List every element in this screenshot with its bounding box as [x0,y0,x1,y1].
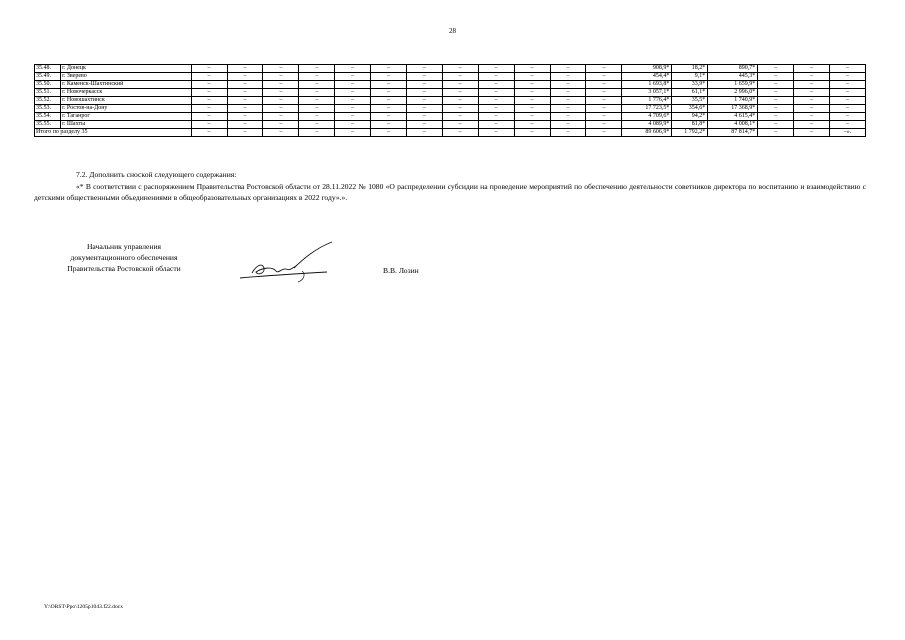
table-cell: – [335,121,371,129]
table-cell: – [586,129,622,137]
table-cell: – [794,105,830,113]
table-cell: – [263,97,299,105]
table-cell: – [335,65,371,73]
table-cell: – [227,121,263,129]
total-row [35,129,866,137]
table-cell: 4 615,4* [708,113,758,121]
row-name: г. Шахты [61,121,192,129]
table-cell: – [478,97,514,105]
table-cell: 81,8* [672,121,708,129]
row-code: 35.54. [35,113,61,121]
table-cell: – [406,89,442,97]
table-cell: 354,6* [672,105,708,113]
table-row [35,121,866,129]
table-cell: – [335,73,371,81]
table-cell: 61,1* [672,89,708,97]
total-label: Итого по разделу 35 [35,129,192,137]
table-cell: – [263,113,299,121]
table-cell: – [191,105,227,113]
table-cell: – [514,129,550,137]
table-cell: – [550,73,586,81]
table-cell: – [794,73,830,81]
table-cell: – [227,89,263,97]
table-cell: – [794,81,830,89]
table-cell: 890,7* [708,65,758,73]
table-cell: – [830,89,866,97]
table-cell: – [794,121,830,129]
table-cell: – [263,81,299,89]
table-cell: – [550,105,586,113]
table-cell: – [371,105,407,113]
table-row [35,105,866,113]
table-cell: – [191,97,227,105]
table-cell: – [758,113,794,121]
table-cell: – [758,97,794,105]
table-cell: – [191,129,227,137]
table-row [35,113,866,121]
table-cell: – [514,121,550,129]
table-cell: – [227,129,263,137]
table-cell: – [830,81,866,89]
note-text: «* В соответствии с распоряжением Правительства Ростовской области от 28.11.2022 № 1080 «О распределении субсидии на проведение мероприятий по обеспечению деятельности советников директора по воспитанию и взаимодействию с детскими общественными объединениями в общеобразовательных организациях в 2022 году».». [34,182,866,202]
note-heading: 7.2. Дополнить сноской следующего содержания: [76,170,237,179]
signer-title-line: документационного обеспечения [70,253,178,262]
table-cell: – [406,81,442,89]
table-cell: –». [830,129,866,137]
table-cell: 1 776,4* [622,97,672,105]
table-cell: – [478,65,514,73]
table-cell: – [586,65,622,73]
table-cell: – [227,105,263,113]
signer-name: В.В. Лозин [383,266,419,275]
table-cell: 35,5* [672,97,708,105]
table-cell: 1 693,8* [622,81,672,89]
table-cell: 18,2* [672,65,708,73]
row-code: 35.50. [35,81,61,89]
table-cell: – [263,73,299,81]
table-cell: – [550,113,586,121]
table-row [35,73,866,81]
table-row [35,81,866,89]
table-cell: – [514,65,550,73]
table-cell: – [514,105,550,113]
table-cell: – [794,89,830,97]
table-cell: – [299,81,335,89]
table-cell: – [406,121,442,129]
page-number: 28 [449,27,456,35]
table-cell: – [442,121,478,129]
table-cell: – [758,89,794,97]
row-code: 35.55. [35,121,61,129]
table-cell: – [586,81,622,89]
table-cell: – [371,113,407,121]
row-code: 35.49. [35,73,61,81]
table-cell: – [794,97,830,105]
table-cell: 3 057,1* [622,89,672,97]
row-name: г. Новошахтинск [61,97,192,105]
table-cell: – [299,121,335,129]
table-cell: – [514,97,550,105]
table-cell: – [514,113,550,121]
table-cell: – [371,65,407,73]
table-cell: – [406,73,442,81]
table-cell: – [406,97,442,105]
table-cell: – [227,81,263,89]
table-cell: – [830,65,866,73]
table-cell: – [758,121,794,129]
table-cell: – [514,89,550,97]
table-cell: – [478,129,514,137]
table-cell: – [227,73,263,81]
table-cell: – [478,105,514,113]
table-body [35,65,866,137]
table-cell: 1 659,9* [708,81,758,89]
table-cell: 2 996,0* [708,89,758,97]
table-cell: – [478,73,514,81]
table-cell: 4 008,1* [708,121,758,129]
row-name: г. Ростов-на-Дону [61,105,192,113]
table-cell: 89 606,9* [622,129,672,137]
row-code: 35.51. [35,89,61,97]
table-cell: – [263,89,299,97]
table-cell: – [299,65,335,73]
table-cell: – [406,129,442,137]
table-cell: – [299,97,335,105]
table-cell: – [335,105,371,113]
table-cell: – [263,129,299,137]
table-cell: – [550,97,586,105]
table-cell: – [794,129,830,137]
table-cell: – [442,97,478,105]
table-cell: – [550,121,586,129]
row-name: г. Новочеркасск [61,89,192,97]
table-cell: – [442,129,478,137]
table-cell: – [794,113,830,121]
table-cell: – [263,105,299,113]
table-cell: – [263,121,299,129]
row-code: 35.48. [35,65,61,73]
table-cell: – [758,129,794,137]
table-cell: 87 814,7* [708,129,758,137]
table-cell: – [586,97,622,105]
table-cell: – [299,129,335,137]
table-cell: – [550,81,586,89]
table-cell: – [335,113,371,121]
table-cell: – [299,73,335,81]
table-cell: – [442,89,478,97]
signer-title [34,241,214,274]
table-cell: – [191,65,227,73]
table-cell: – [514,81,550,89]
table-cell: – [478,81,514,89]
table-cell: 4 709,6* [622,113,672,121]
row-code: 35.52. [35,97,61,105]
table-cell: – [758,81,794,89]
table-cell: 17 723,5* [622,105,672,113]
table-cell: 908,9* [622,65,672,73]
table-cell: – [478,121,514,129]
table-cell: – [371,89,407,97]
table-cell: – [586,105,622,113]
table-cell: – [335,89,371,97]
row-name: г. Таганрог [61,113,192,121]
table-cell: – [442,105,478,113]
table-cell: – [830,105,866,113]
row-name: г. Каменск-Шахтинский [61,81,192,89]
table-cell: – [191,121,227,129]
table-cell: – [550,129,586,137]
handwritten-signature [232,238,342,288]
table-cell: – [299,113,335,121]
table-cell: – [442,65,478,73]
table-cell: – [191,89,227,97]
table-cell: – [406,105,442,113]
table-cell: – [514,73,550,81]
table-cell: – [371,73,407,81]
row-name: г. Зверево [61,73,192,81]
row-name: г. Донецк [61,65,192,73]
table-cell: – [227,113,263,121]
table-row [35,97,866,105]
table-cell: – [371,97,407,105]
table-cell: – [442,113,478,121]
table-cell: – [191,73,227,81]
table-cell: – [263,65,299,73]
table-cell: – [299,105,335,113]
table-cell: – [830,73,866,81]
table-cell: – [478,89,514,97]
table-cell: – [442,73,478,81]
table-cell: – [586,89,622,97]
table-cell: – [442,81,478,89]
table-cell: – [758,73,794,81]
signer-title-line: Начальник управления [86,242,162,251]
table-row [35,89,866,97]
table-cell: – [830,121,866,129]
table-cell: 454,4* [622,73,672,81]
table-cell: – [406,65,442,73]
row-code: 35.53. [35,105,61,113]
table-cell: – [335,129,371,137]
table-cell: – [191,81,227,89]
table-cell: – [299,89,335,97]
table-cell: – [335,97,371,105]
table-row [35,65,866,73]
table-cell: – [227,97,263,105]
table-cell: – [191,113,227,121]
table-cell: – [550,89,586,97]
table-cell: – [335,81,371,89]
table-cell: – [371,81,407,89]
table-cell: – [830,97,866,105]
signer-title-line: Правительства Ростовской области [67,264,181,273]
table-cell: 445,3* [708,73,758,81]
table-cell: – [794,65,830,73]
table-cell: 9,1* [672,73,708,81]
table-cell: – [830,113,866,121]
table-cell: 33,9* [672,81,708,89]
table-cell: 1 792,2* [672,129,708,137]
table-cell: – [586,73,622,81]
table-cell: 4 089,9* [622,121,672,129]
table-cell: 17 368,9* [708,105,758,113]
table-cell: – [586,113,622,121]
budget-table [34,64,866,137]
table-cell: – [227,65,263,73]
table-cell: 1 740,9* [708,97,758,105]
table-cell: – [371,121,407,129]
table-cell: – [550,65,586,73]
table-cell: 94,2* [672,113,708,121]
table-cell: – [758,65,794,73]
table-cell: – [478,113,514,121]
table-cell: – [586,121,622,129]
file-path: Y:\ORST\Ppo\1205p1043.f22.docx [44,604,124,610]
table-cell: – [758,105,794,113]
table-cell: – [406,113,442,121]
table-cell: – [371,129,407,137]
